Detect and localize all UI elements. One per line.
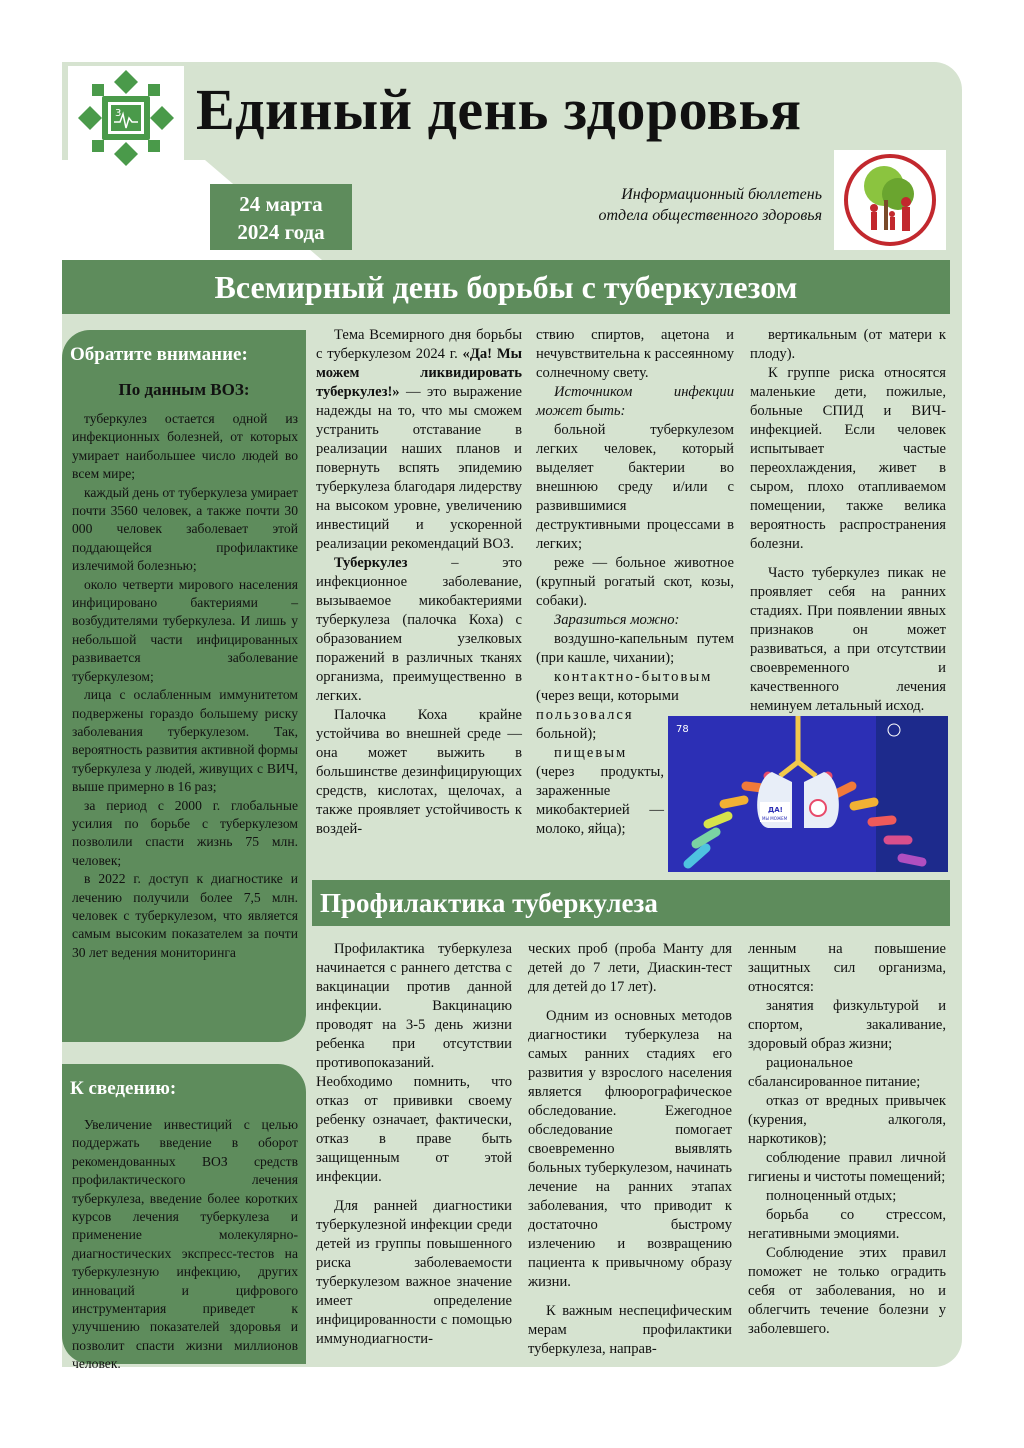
koch-paragraph: Палочка Коха крайне устойчива во внешней среде — она может выжить в большинстве дезинфицирующих средств, кислотах, щелочах, а также проявляет устойчивость к воздей-: [316, 707, 522, 837]
measure-item: отказ от вредных привычек (курения, алкоголя, наркотиков);: [748, 1093, 946, 1147]
measure-item: занятия физкультурой и спортом, закаливание, здоровый образ жизни;: [748, 998, 946, 1052]
info-sidebar: [62, 1064, 306, 1372]
measure-item: соблюдение правил личной гигиены и чистоты помещений;: [748, 1150, 946, 1185]
bulletin-subtitle: [598, 184, 822, 226]
contact-route: контактно-бытовым (через вещи, которыми пользовался больной);: [536, 669, 713, 742]
page-title: Единый день здоровья: [196, 77, 802, 142]
who-fact: около четверти мирового населения инфицировано бактериями – возбудителями туберкулеза. И лишь у небольшой части инфицированных развивается заболевание туберкулезом;: [72, 576, 298, 684]
who-fact: лица с ослабленным иммунитетом подвержены гораздо большему риску заболевания туберкулезом. Так, вероятность развития активной формы туберкулеза у людей, живущих с ВИЧ, выше примерно в 16 раз;: [72, 687, 298, 795]
bulletin-line1: Информационный бюллетень: [621, 186, 822, 203]
article1-column1: [316, 326, 522, 839]
airborne-route: воздушно-капельным путем (при кашле, чихании);: [536, 631, 734, 666]
vertical-route: вертикальным (от матери к плоду).: [750, 327, 946, 362]
measure-item: борьба со стрессом, негативными эмоциями.: [748, 1207, 946, 1242]
prevention-heading: Профилактика туберкулеза: [312, 880, 950, 926]
article2-column2: [528, 940, 732, 1359]
nonspecific-paragraph: К важным неспецифическим мерам профилактики туберкулеза, направ-: [528, 1303, 732, 1357]
info-heading: К сведению:: [70, 1078, 177, 1099]
vaccination-paragraph: Профилактика туберкулеза начинается с раннего детства с вакцинации против данной инфекции. Вакцинацию проводят на 3-5 день жизни ребенка при отсутствии противопоказаний. Необходимо помнить, что отказ от прививки своему ребенку означает, фактически, отказ в праве быть защищенным от этой инфекции.: [316, 941, 512, 1185]
main-headline: Всемирный день борьбы с туберкулезом: [62, 260, 950, 314]
health-ornament-logo: [68, 66, 184, 170]
theme-slogan: «Да! Мы можем ликвидировать туберкулез!»: [316, 346, 523, 400]
measure-item: полноценный отдых;: [766, 1188, 897, 1204]
measures-intro: ленным на повышение защитных сил организма, относятся:: [748, 941, 946, 995]
public-health-emblem: [834, 150, 946, 250]
risk-group-paragraph: К группе риска относятся маленькие дети, пожилые, больные СПИД и ВИЧ-инфекцией. Если человек испытывает частые переохлаждения, живет в сыром, плохо отапливаемом помещении, также велика вероятность распространения болезни.: [750, 365, 946, 552]
infection-heading: Заразиться можно:: [554, 612, 680, 628]
source-animal: реже — больное животное (крупный рогатый скот, козы, собаки).: [536, 555, 734, 609]
article2-column1: [316, 940, 512, 1349]
who-fact: в 2022 г. доступ к диагностике и лечению получили более 7,5 млн. человек с туберкулезом, что является самым высоким показателем за почти 30 лет ведения мониторинга: [72, 871, 298, 960]
article1-column3: [750, 326, 946, 716]
logo-digit: 3: [115, 108, 122, 119]
fluorography-paragraph: Одним из основных методов диагностики туберкулеза на самых ранних стадиях его развития у взрослого населения является флюорографическое обследование. Ежегодное обследование помогает своевременно выявлять больных туберкулезом, начинать лечение на ранних этапах заболевания, что приводит к достаточно быстрому излечению и возвращению пациента к привычному образу жизни.: [528, 1008, 732, 1290]
definition-text: – это инфекционное заболевание, вызываемое микобактериями туберкулеза (палочка Коха) с образованием узелковых поражений в различных тканях организма, преимущественно в легких.: [316, 555, 522, 704]
theme-paragraph: [316, 326, 522, 554]
who-fact: каждый день от туберкулеза умирает почти 3560 человек, а также почти 30 000 человек заболевает этой поддающейся профилактике излечимой болезнью;: [72, 484, 298, 574]
issue-date-line2: 2024 года: [237, 220, 325, 244]
theme-text: Тема Всемирного дня борьбы с туберкулезом 2024 г.: [316, 327, 522, 362]
attention-sidebar: [62, 330, 306, 1042]
who-facts: [62, 410, 306, 962]
conclusion-paragraph: Соблюдение этих правил поможет не только оградить себя от заболевания, но и облегчить течение болезни у заболевшего.: [748, 1245, 946, 1337]
tb-term: Туберкулез: [334, 555, 408, 571]
tb-day-poster: [668, 716, 948, 872]
info-text: Увеличение инвестиций с целью поддержать введение в оборот рекомендованных ВОЗ средств профилактического лечения туберкулеза, введение более коротких курсов лечения туберкулеза и применение молекулярно-диагностических экспресс-тестов на туберкулезную инфекцию, других инноваций и цифрового инструментария приведет к улучшению показателей здоровья и позволит спасти жизни миллионов человек.: [72, 1117, 298, 1372]
source-person: больной туберкулезом легких человек, который выделяет бактерии во внешнюю среду и/или с развившимися деструктивными процессами в легких;: [536, 422, 734, 552]
early-diagnosis-paragraph: Для ранней диагностики туберкулезной инфекции среди детей из группы повышенного риска заболеваемости туберкулезом важное значение имеет определение инфицированности с помощью иммунодиагности-: [316, 1198, 512, 1347]
who-subheading: По данным ВОЗ:: [118, 380, 250, 399]
tests-paragraph: ческих проб (проба Манту для детей до 7 лети, Диаскин-тест для детей до 17 лет).: [528, 941, 732, 995]
who-fact: за период с 2000 г. глобальные усилия по борьбе с туберкулезом позволили спасти жизнь 75 млн. человек;: [72, 797, 298, 868]
poster-da: ДА!: [768, 806, 783, 814]
source-heading: Источником инфекции может быть:: [536, 384, 734, 419]
who-fact: туберкулез остается одной из инфекционных болезней, от которых умирает наибольшее число людей во всем мире;: [72, 411, 298, 482]
poster-small: МЫ МОЖЕМ: [762, 816, 788, 821]
issue-date: [210, 184, 352, 250]
symptoms-paragraph: Часто туберкулез пикак не проявляет себя на ранних стадиях. При появлении явных признаков он может развиваться, а при отсутствии своевременного и качественного лечения неминуем летальный исход.: [750, 565, 946, 714]
resistance-paragraph: ствию спиртов, ацетона и нечувствительна к рассеянному солнечному свету.: [536, 327, 734, 381]
article2-column3: [748, 940, 946, 1339]
measure-item: рациональное сбалансированное питание;: [748, 1055, 921, 1090]
attention-heading: Обратите внимание:: [70, 344, 248, 365]
issue-date-line1: 24 марта: [239, 192, 323, 216]
poster-year: 78: [676, 724, 689, 735]
bulletin-line2: отдела общественного здоровья: [598, 207, 822, 224]
food-route: пищевым (через продукты, зараженные микобактерией — молоко, яйца);: [536, 745, 664, 837]
theme-text-end: — это выражение надежды на то, что мы сможем устранить отставание в реализации наших планов и повернуть вспять эпидемию туберкулеза благодаря лидерству на высоком уровне, увеличению инвестиций и ускоренной реализации рекомендаций ВОЗ.: [316, 384, 522, 552]
definition-paragraph: [316, 554, 522, 706]
